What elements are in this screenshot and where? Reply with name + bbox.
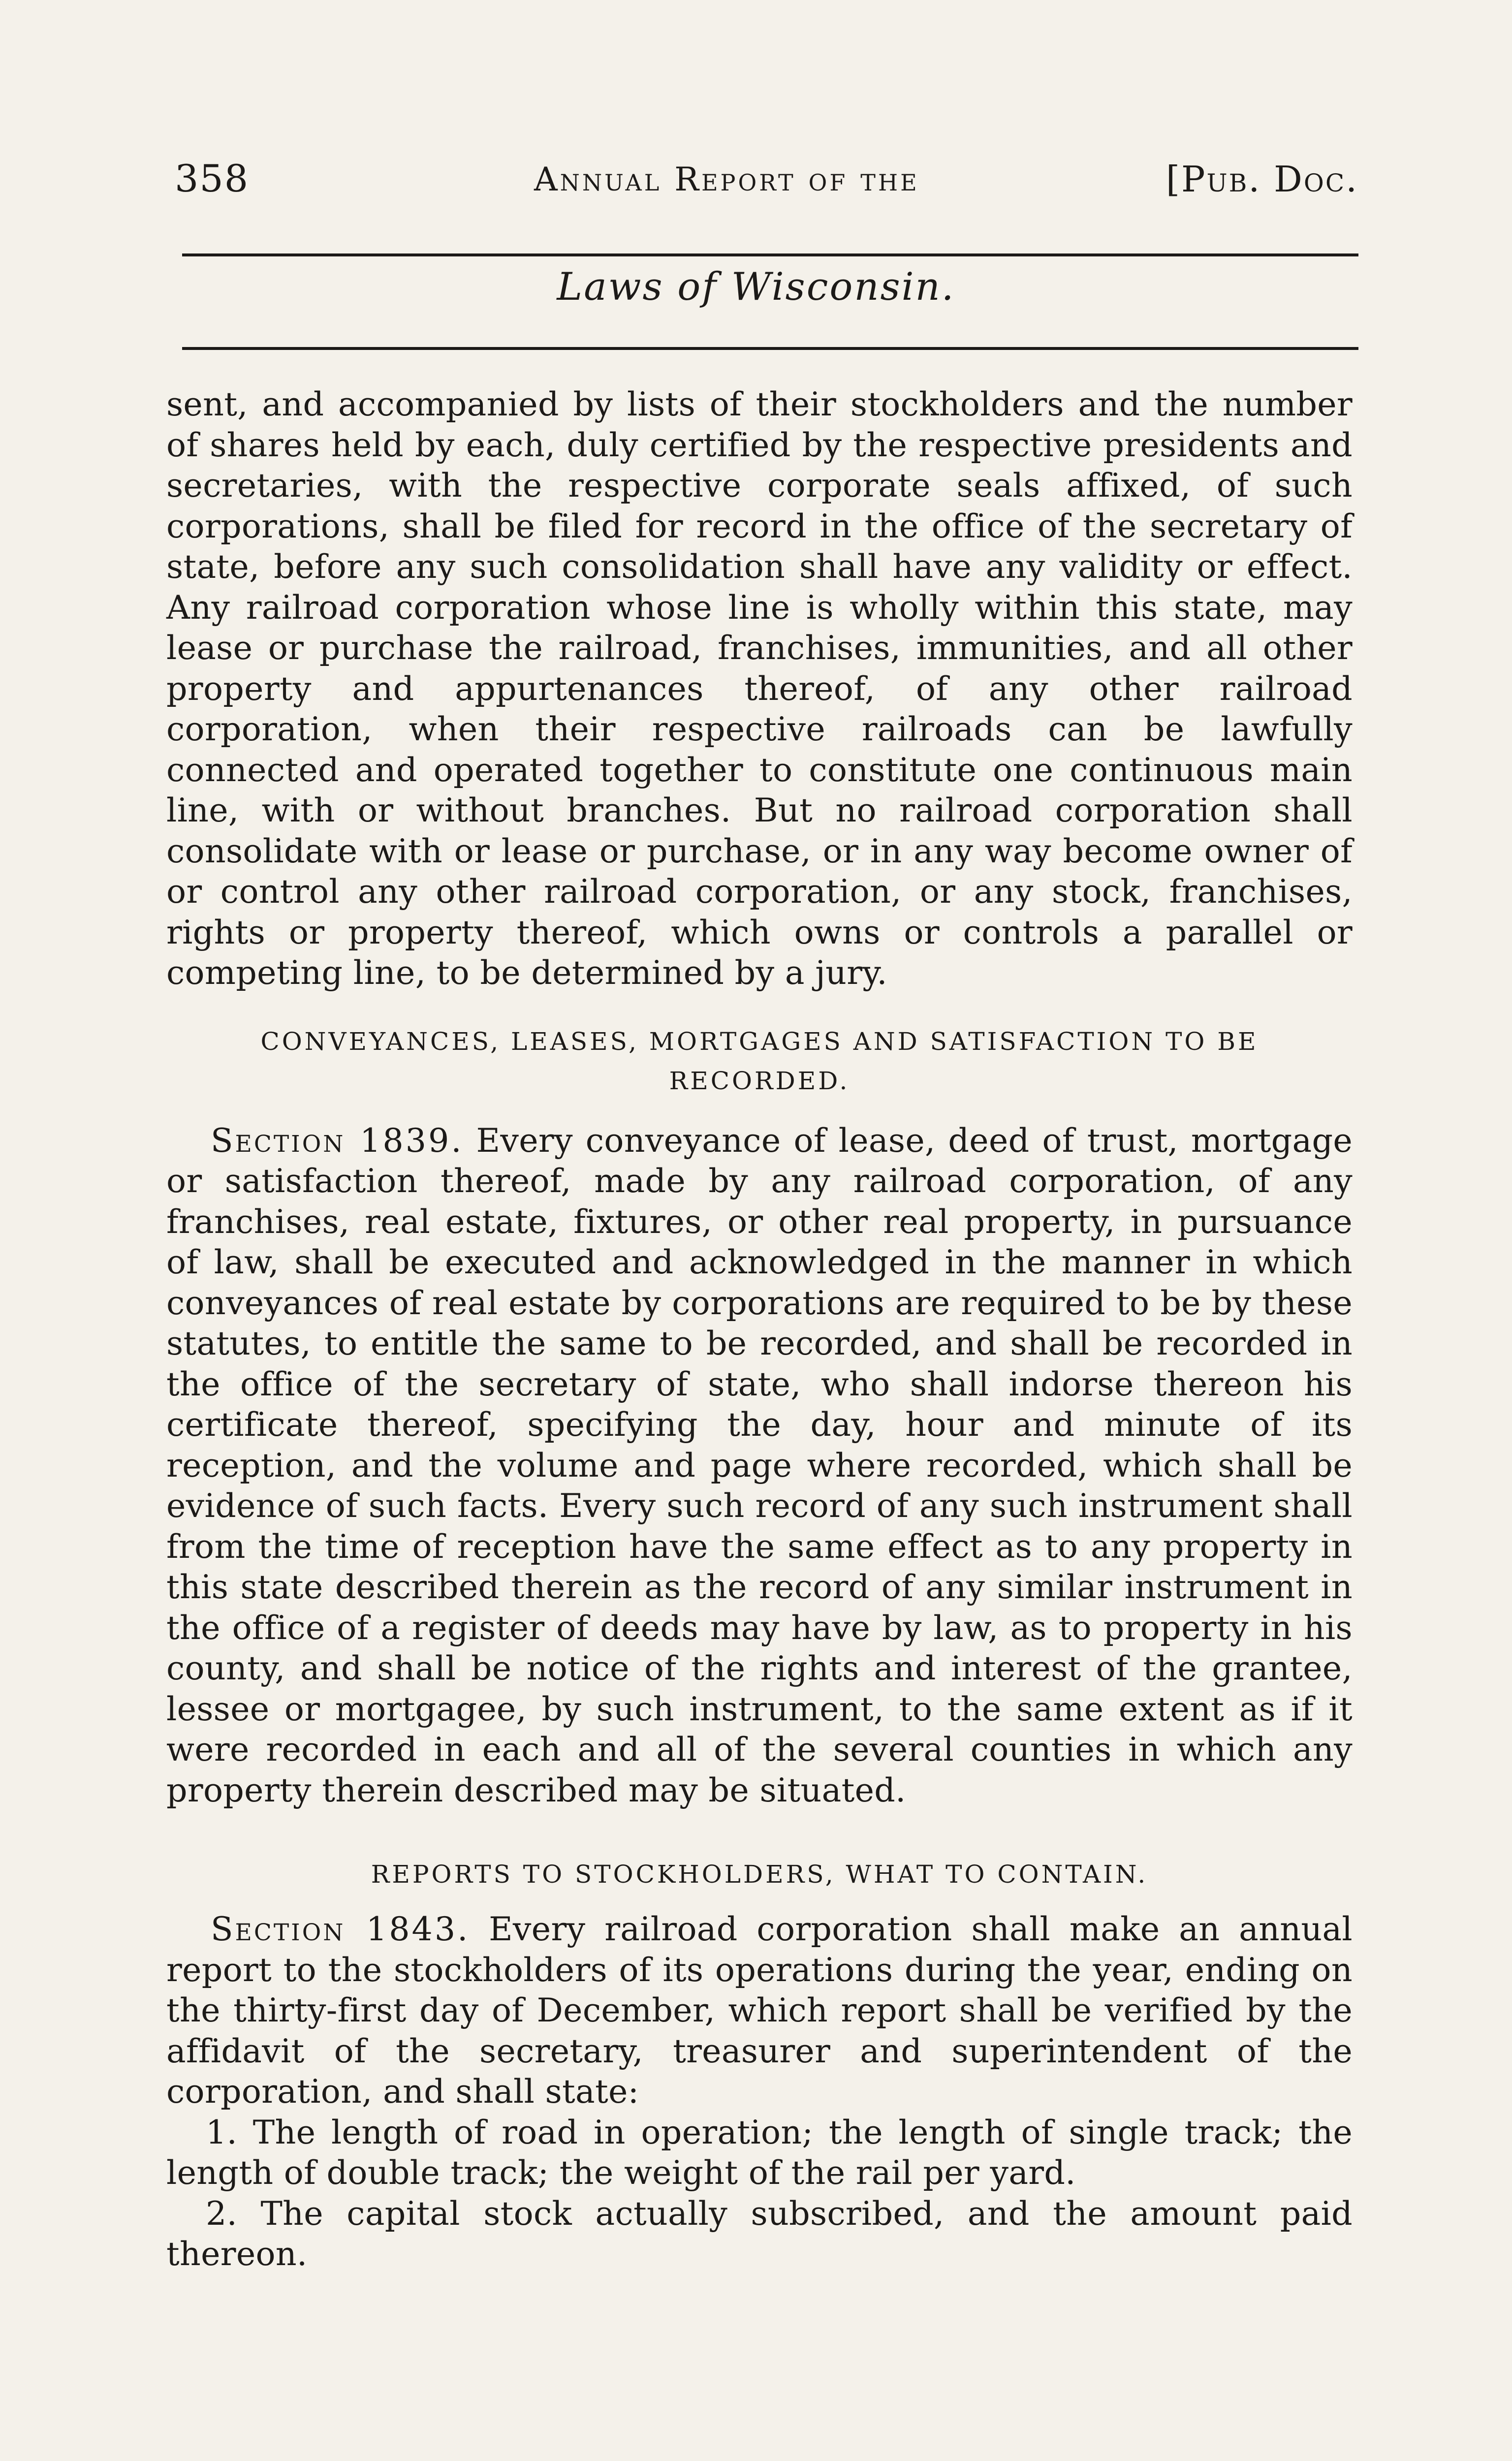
running-head: [175, 148, 1358, 202]
list-item-2: 2. The capital stock actually subscribed, and the amount paid thereon.: [166, 2194, 1353, 2273]
section-1843-label: Section 1843.: [211, 1910, 470, 1948]
list-item-1: 1. The length of road in operation; the length of single track; the length of double track; the weight of the rail per yard.: [166, 2113, 1353, 2192]
document-reference: [Pub. Doc.: [1166, 158, 1358, 200]
header-rule-bottom: [182, 347, 1358, 350]
section-1843: [166, 1909, 1353, 2112]
heading-conveyances: CONVEYANCES, LEASES, MORTGAGES AND SATISFACTION TO BE RECORDED.: [260, 1027, 1259, 1095]
running-title: Annual Report of the: [534, 160, 919, 198]
section-1839: [166, 1120, 1353, 1811]
page-subtitle: Laws of Wisconsin.: [557, 265, 955, 309]
header-rule-top: [182, 253, 1358, 256]
paragraph-consolidation: sent, and accompanied by lists of their stockholders and the number of shares held by each, duly certified by the respective presidents and secretaries, with the respective corporate seals affixed, of such corporations, shall be filed for record in the office of the secretary of state, before any such consolidation shall have any validity or effect. Any railroad corporation whose line is wholly within this state, may lease or purchase the railroad, franchises, immunities, and all other property and appurtenances thereof, of any other railroad corporation, when their respective railroads can be lawfully connected and operated together to constitute one continuous main line, with or without branches. But no railroad corporation shall consolidate with or lease or purchase, or in any way become owner of or control any other railroad corporation, or any stock, franchises, rights or property thereof, which owns or controls a parallel or competing line, to be determined by a jury.: [166, 385, 1353, 992]
section-1839-label: Section 1839.: [211, 1121, 464, 1160]
heading-reports: REPORTS TO STOCKHOLDERS, WHAT TO CONTAIN.: [371, 1860, 1148, 1889]
section-1839-text: Every conveyance of lease, deed of trust, mortgage or satisfaction thereof, made by any railroad corporation, of any franchises, real estate, fixtures, or other real property, in pursuance of law, shall be executed and acknowledged in the manner in which conveyances of real estate by corporations are required to be by these statutes, to entitle the same to be recorded, and shall be recorded in the office of the secretary of state, who shall indorse thereon his certificate thereof, specifying the day, hour and minute of its reception, and the volume and page where recorded, which shall be evidence of such facts. Every such record of any such instrument shall from the time of reception have the same effect as to any property in this state described therein as the record of any similar instrument in the office of a register of deeds may have by law, as to property in his county, and shall be notice of the rights and interest of the grantee, lessee or mortgagee, by such instrument, to the same extent as if it were recorded in each and all of the several counties in which any property therein described may be situated.: [166, 1121, 1353, 1809]
body-text: [166, 384, 1353, 2274]
section-1843-text: Every railroad corporation shall make an annual report to the stockholders of its operations during the year, ending on the thirty-first day of December, which report shall be verified by the affidavit of the secretary, treasurer and superintendent of the corporation, and shall state:: [166, 1910, 1353, 2111]
page-number: 358: [175, 157, 250, 200]
